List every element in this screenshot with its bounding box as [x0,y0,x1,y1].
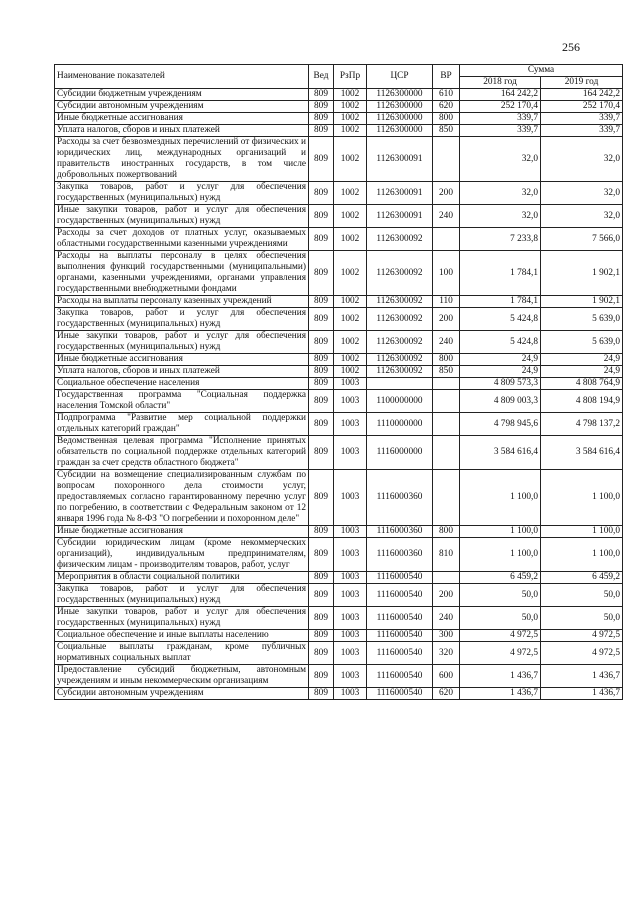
cell-name: Иные закупки товаров, работ и услуг для обеспечения государственных (муниципальных) нужд [55,205,309,228]
cell-csr: 1126300000 [367,113,433,125]
table-row [55,366,623,378]
cell-rzpr: 1002 [334,182,367,205]
cell-vr: 850 [433,366,460,378]
cell-ved: 809 [309,607,334,630]
cell-ved: 809 [309,584,334,607]
cell-name: Субсидии юридическим лицам (кроме некоммерческих организаций), индивидуальным предпринимателям, физическим лицам - производителям товаров, работ, услуг [55,538,309,572]
cell-csr: 1126300092 [367,228,433,251]
cell-amount-2018: 164 242,2 [460,89,541,101]
cell-amount-2018: 5 424,8 [460,331,541,354]
cell-rzpr: 1002 [334,366,367,378]
cell-name: Закупка товаров, работ и услуг для обеспечения государственных (муниципальных) нужд [55,182,309,205]
cell-vr [433,390,460,413]
cell-ved: 809 [309,251,334,296]
cell-amount-2018: 1 436,7 [460,688,541,700]
cell-csr: 1116000540 [367,584,433,607]
cell-vr [433,228,460,251]
cell-rzpr: 1002 [334,251,367,296]
cell-amount-2018: 50,0 [460,607,541,630]
cell-name: Расходы на выплаты персоналу казенных учреждений [55,296,309,308]
table-row [55,470,623,526]
cell-rzpr: 1003 [334,688,367,700]
cell-ved: 809 [309,228,334,251]
table-body [55,89,623,700]
cell-rzpr: 1002 [334,113,367,125]
cell-ved: 809 [309,572,334,584]
cell-amount-2019: 4 808 764,9 [541,378,623,390]
cell-vr [433,378,460,390]
table-row [55,688,623,700]
cell-ved: 809 [309,354,334,366]
cell-ved: 809 [309,413,334,436]
table-row [55,354,623,366]
cell-rzpr: 1003 [334,538,367,572]
cell-rzpr: 1002 [334,125,367,137]
cell-csr: 1116000540 [367,572,433,584]
table-row [55,436,623,470]
cell-rzpr: 1003 [334,413,367,436]
cell-amount-2019: 7 566,0 [541,228,623,251]
cell-amount-2018: 7 233,8 [460,228,541,251]
cell-name: Иные бюджетные ассигнования [55,526,309,538]
cell-amount-2019: 1 436,7 [541,665,623,688]
cell-amount-2019: 32,0 [541,182,623,205]
cell-amount-2018: 32,0 [460,205,541,228]
cell-vr: 800 [433,354,460,366]
cell-amount-2018: 339,7 [460,113,541,125]
cell-csr: 1126300091 [367,205,433,228]
cell-ved: 809 [309,470,334,526]
header-rzpr: РзПр [334,65,367,89]
cell-amount-2018: 4 798 945,6 [460,413,541,436]
cell-rzpr: 1003 [334,436,367,470]
cell-vr: 800 [433,526,460,538]
cell-csr [367,378,433,390]
cell-vr: 620 [433,688,460,700]
table-row [55,538,623,572]
cell-name: Расходы за счет безвозмездных перечислений от физических и юридических лиц, международных организаций и правительств иностранных государств, в том числе добровольных пожертвований [55,137,309,182]
table-row [55,137,623,182]
cell-ved: 809 [309,137,334,182]
cell-ved: 809 [309,205,334,228]
cell-vr: 850 [433,125,460,137]
cell-csr: 1116000360 [367,526,433,538]
cell-name: Расходы на выплаты персоналу в целях обеспечения выполнения функций государственными (муниципальными) органами, казенными учреждениями, органами управления государственными внебюджетными фондами [55,251,309,296]
cell-ved: 809 [309,436,334,470]
cell-vr: 240 [433,607,460,630]
cell-vr: 620 [433,101,460,113]
cell-name: Субсидии бюджетным учреждениям [55,89,309,101]
cell-ved: 809 [309,378,334,390]
cell-csr: 1110000000 [367,413,433,436]
cell-amount-2018: 1 784,1 [460,251,541,296]
cell-rzpr: 1003 [334,390,367,413]
cell-name: Субсидии автономным учреждениям [55,688,309,700]
cell-csr: 1116000540 [367,665,433,688]
cell-name: Социальное обеспечение и иные выплаты населению [55,630,309,642]
table-row [55,642,623,665]
cell-amount-2019: 50,0 [541,584,623,607]
cell-amount-2018: 5 424,8 [460,308,541,331]
cell-rzpr: 1002 [334,101,367,113]
table-row [55,630,623,642]
cell-amount-2018: 1 100,0 [460,470,541,526]
cell-vr [433,413,460,436]
cell-rzpr: 1002 [334,296,367,308]
table-row [55,205,623,228]
cell-name: Иные закупки товаров, работ и услуг для обеспечения государственных (муниципальных) нужд [55,607,309,630]
cell-csr: 1126300000 [367,125,433,137]
cell-amount-2019: 1 436,7 [541,688,623,700]
cell-amount-2018: 252 170,4 [460,101,541,113]
cell-rzpr: 1002 [334,89,367,101]
cell-vr: 200 [433,182,460,205]
cell-amount-2018: 6 459,2 [460,572,541,584]
cell-csr: 1116000540 [367,607,433,630]
table-row [55,89,623,101]
cell-rzpr: 1002 [334,205,367,228]
cell-csr: 1116000360 [367,538,433,572]
cell-csr: 1126300000 [367,89,433,101]
cell-amount-2019: 252 170,4 [541,101,623,113]
cell-ved: 809 [309,296,334,308]
cell-name: Закупка товаров, работ и услуг для обеспечения государственных (муниципальных) нужд [55,584,309,607]
cell-csr: 1116000360 [367,470,433,526]
header-year-2019: 2019 год [541,77,623,89]
cell-amount-2018: 24,9 [460,366,541,378]
cell-amount-2019: 4 972,5 [541,642,623,665]
table-row [55,182,623,205]
cell-vr: 200 [433,308,460,331]
cell-csr: 1116000540 [367,630,433,642]
table-row [55,101,623,113]
cell-name: Государственная программа "Социальная поддержка населения Томской области" [55,390,309,413]
cell-csr: 1116000540 [367,688,433,700]
cell-vr [433,470,460,526]
cell-amount-2019: 32,0 [541,205,623,228]
cell-amount-2019: 1 902,1 [541,251,623,296]
cell-amount-2018: 1 436,7 [460,665,541,688]
table-row [55,584,623,607]
header-csr: ЦСР [367,65,433,89]
cell-ved: 809 [309,642,334,665]
cell-amount-2019: 32,0 [541,137,623,182]
cell-amount-2019: 50,0 [541,607,623,630]
cell-name: Мероприятия в области социальной политики [55,572,309,584]
cell-ved: 809 [309,630,334,642]
cell-vr [433,572,460,584]
cell-rzpr: 1003 [334,607,367,630]
table-row [55,308,623,331]
cell-rzpr: 1003 [334,642,367,665]
cell-rzpr: 1002 [334,137,367,182]
cell-ved: 809 [309,113,334,125]
cell-ved: 809 [309,538,334,572]
cell-ved: 809 [309,665,334,688]
table-row [55,390,623,413]
cell-ved: 809 [309,182,334,205]
table-row [55,331,623,354]
cell-amount-2019: 5 639,0 [541,308,623,331]
header-name: Наименование показателей [55,65,309,89]
cell-csr: 1126300091 [367,137,433,182]
cell-amount-2019: 5 639,0 [541,331,623,354]
cell-amount-2019: 3 584 616,4 [541,436,623,470]
cell-amount-2018: 1 784,1 [460,296,541,308]
cell-name: Ведомственная целевая программа "Исполнение принятых обязательств по социальной поддержке отдельных категорий граждан за счет средств областного бюджета" [55,436,309,470]
table-row [55,378,623,390]
cell-amount-2019: 24,9 [541,354,623,366]
cell-amount-2019: 164 242,2 [541,89,623,101]
cell-name: Предоставление субсидий бюджетным, автономным учреждениям и иным некоммерческим организациям [55,665,309,688]
cell-csr: 1126300092 [367,296,433,308]
cell-amount-2019: 339,7 [541,113,623,125]
cell-amount-2018: 4 972,5 [460,642,541,665]
cell-name: Социальное обеспечение населения [55,378,309,390]
cell-rzpr: 1003 [334,584,367,607]
cell-name: Закупка товаров, работ и услуг для обеспечения государственных (муниципальных) нужд [55,308,309,331]
cell-name: Субсидии на возмещение специализированным службам по вопросам похоронного дела стоимости услуг, предоставляемых согласно гарантированному перечню услуг по погребению, в соответствии с Федеральным законом от 12 января 1996 года № 8-ФЗ "О погребении и похоронном деле" [55,470,309,526]
header-sum: Сумма [460,65,623,77]
cell-rzpr: 1003 [334,572,367,584]
cell-amount-2019: 24,9 [541,366,623,378]
cell-vr [433,436,460,470]
cell-csr: 1100000000 [367,390,433,413]
cell-vr: 100 [433,251,460,296]
cell-csr: 1126300092 [367,331,433,354]
cell-rzpr: 1002 [334,228,367,251]
cell-amount-2018: 3 584 616,4 [460,436,541,470]
cell-vr [433,137,460,182]
table-row [55,607,623,630]
cell-rzpr: 1003 [334,630,367,642]
table-row [55,251,623,296]
cell-name: Иные бюджетные ассигнования [55,113,309,125]
cell-amount-2018: 4 972,5 [460,630,541,642]
cell-vr: 240 [433,205,460,228]
cell-amount-2018: 50,0 [460,584,541,607]
cell-amount-2018: 4 809 573,3 [460,378,541,390]
cell-vr: 200 [433,584,460,607]
cell-rzpr: 1003 [334,526,367,538]
cell-amount-2018: 4 809 003,3 [460,390,541,413]
cell-csr: 1116000000 [367,436,433,470]
cell-rzpr: 1003 [334,665,367,688]
cell-amount-2019: 4 798 137,2 [541,413,623,436]
cell-vr: 810 [433,538,460,572]
cell-csr: 1126300092 [367,251,433,296]
cell-amount-2019: 6 459,2 [541,572,623,584]
cell-csr: 1126300091 [367,182,433,205]
header-year-2018: 2018 год [460,77,541,89]
table-row [55,526,623,538]
cell-name: Уплата налогов, сборов и иных платежей [55,125,309,137]
cell-amount-2019: 339,7 [541,125,623,137]
cell-amount-2018: 1 100,0 [460,538,541,572]
cell-name: Социальные выплаты гражданам, кроме публичных нормативных социальных выплат [55,642,309,665]
table-row [55,228,623,251]
cell-amount-2019: 1 100,0 [541,470,623,526]
cell-rzpr: 1003 [334,470,367,526]
cell-ved: 809 [309,366,334,378]
cell-csr: 1126300092 [367,308,433,331]
header-vr: ВР [433,65,460,89]
page-number: 256 [562,40,580,54]
cell-amount-2019: 4 972,5 [541,630,623,642]
cell-name: Подпрограмма "Развитие мер социальной поддержки отдельных категорий граждан" [55,413,309,436]
cell-vr: 240 [433,331,460,354]
table-row [55,665,623,688]
cell-csr: 1126300092 [367,354,433,366]
cell-ved: 809 [309,390,334,413]
cell-name: Расходы за счет доходов от платных услуг, оказываемых областными государственными казенными учреждениями [55,228,309,251]
cell-ved: 809 [309,125,334,137]
cell-amount-2018: 339,7 [460,125,541,137]
table-row [55,296,623,308]
table-row [55,113,623,125]
cell-name: Иные бюджетные ассигнования [55,354,309,366]
cell-ved: 809 [309,688,334,700]
cell-vr: 320 [433,642,460,665]
cell-amount-2019: 1 902,1 [541,296,623,308]
cell-rzpr: 1002 [334,331,367,354]
cell-rzpr: 1003 [334,378,367,390]
cell-ved: 809 [309,331,334,354]
cell-rzpr: 1002 [334,308,367,331]
cell-vr: 300 [433,630,460,642]
cell-amount-2019: 1 100,0 [541,538,623,572]
cell-amount-2019: 1 100,0 [541,526,623,538]
cell-vr: 610 [433,89,460,101]
table-row [55,413,623,436]
cell-name: Субсидии автономным учреждениям [55,101,309,113]
header-ved: Вед [309,65,334,89]
cell-ved: 809 [309,526,334,538]
cell-csr: 1126300000 [367,101,433,113]
cell-name: Иные закупки товаров, работ и услуг для обеспечения государственных (муниципальных) нужд [55,331,309,354]
cell-rzpr: 1002 [334,354,367,366]
table-row [55,125,623,137]
cell-amount-2019: 4 808 194,9 [541,390,623,413]
cell-csr: 1126300092 [367,366,433,378]
cell-amount-2018: 32,0 [460,182,541,205]
cell-ved: 809 [309,308,334,331]
cell-csr: 1116000540 [367,642,433,665]
cell-amount-2018: 32,0 [460,137,541,182]
cell-ved: 809 [309,101,334,113]
cell-amount-2018: 24,9 [460,354,541,366]
cell-ved: 809 [309,89,334,101]
cell-vr: 600 [433,665,460,688]
cell-vr: 110 [433,296,460,308]
table-row [55,572,623,584]
cell-name: Уплата налогов, сборов и иных платежей [55,366,309,378]
cell-amount-2018: 1 100,0 [460,526,541,538]
budget-table [54,64,623,700]
cell-vr: 800 [433,113,460,125]
